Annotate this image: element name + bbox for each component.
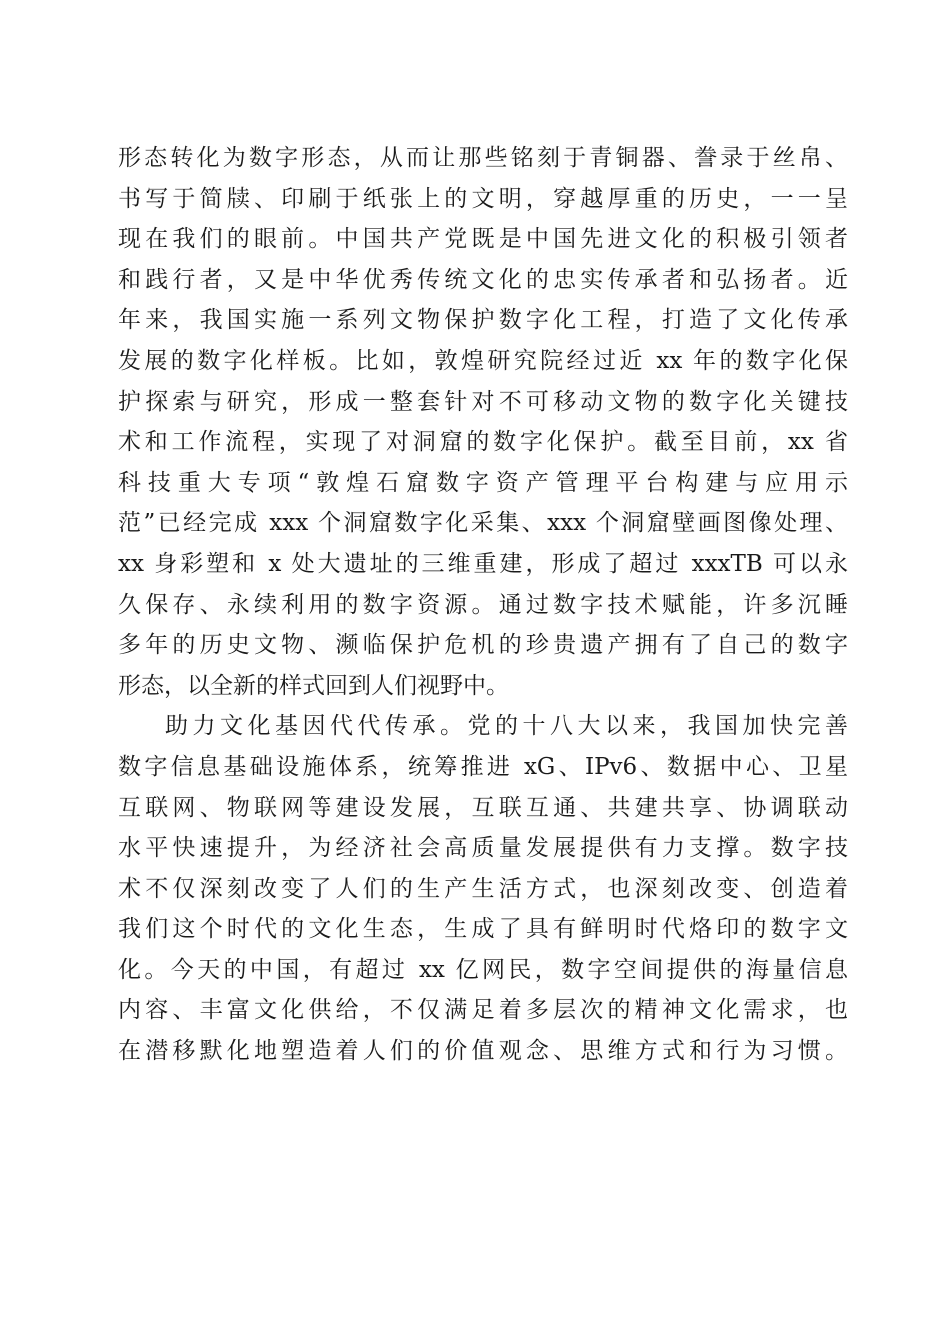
text-line: 书写于简牍、印刷于纸张上的文明，穿越厚重的历史，一一呈 [118,185,848,212]
text-line: 护探索与研究，形成一整套针对不可移动文物的数字化关键技 [118,388,848,415]
text-line: 形态，以全新的样式回到人们视野中。 [118,672,509,699]
text-line: 形态转化为数字形态，从而让那些铭刻于青铜器、誊录于丝帛、 [118,145,848,171]
text-line: 我们这个时代的文化生态，生成了具有鲜明时代烙印的数字文 [118,916,848,943]
text-line: 内容、丰富文化供给，不仅满足着多层次的精神文化需求，也 [118,997,848,1024]
text-line: 年来，我国实施一系列文物保护数字化工程，打造了文化传承 [118,307,848,334]
text-line: 科技重大专项“敦煌石窟数字资产管理平台构建与应用示 [118,469,848,496]
text-line: 互联网、物联网等建设发展，互联互通、共建共享、协调联动 [118,794,848,821]
text-line: 化。今天的中国，有超过 xx 亿网民，数字空间提供的海量信息 [118,956,848,983]
text-line: 多年的历史文物、濒临保护危机的珍贵遗产拥有了自己的数字 [118,632,848,659]
text-line: 发展的数字化样板。比如，敦煌研究院经过近 xx 年的数字化保 [118,347,848,374]
text-line: 范”已经完成 xxx 个洞窟数字化采集、xxx 个洞窟壁画图像处理、 [118,510,848,537]
text-line: 数字信息基础设施体系，统筹推进 xG、IPv6、数据中心、卫星 [118,753,848,780]
text-line: 术不仅深刻改变了人们的生产生活方式，也深刻改变、创造着 [118,875,848,902]
text-line: 久保存、永续利用的数字资源。通过数字技术赋能，许多沉睡 [118,591,848,618]
text-line: 助力文化基因代代传承。党的十八大以来，我国加快完善 [165,713,848,740]
paragraph [118,138,848,706]
text-line: 术和工作流程，实现了对洞窟的数字化保护。截至目前，xx 省 [118,429,848,456]
document-body [118,138,848,1072]
text-line: 在潜移默化地塑造着人们的价值观念、思维方式和行为习惯。 [118,1038,848,1065]
text-line: xx 身彩塑和 x 处大遗址的三维重建，形成了超过 xxxTB 可以永 [118,550,848,577]
paragraph [118,706,848,1071]
text-line: 水平快速提升，为经济社会高质量发展提供有力支撑。数字技 [118,835,848,862]
text-line: 现在我们的眼前。中国共产党既是中国先进文化的积极引领者 [118,226,848,253]
text-line: 和践行者，又是中华优秀传统文化的忠实传承者和弘扬者。近 [118,266,848,293]
